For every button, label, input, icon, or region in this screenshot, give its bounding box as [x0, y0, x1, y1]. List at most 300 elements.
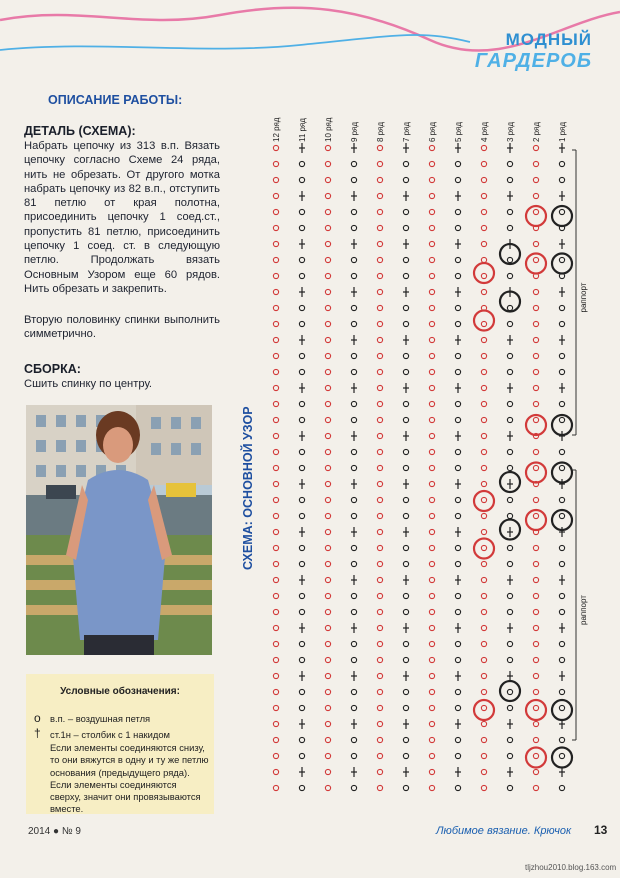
chain-stitch — [559, 497, 564, 502]
chain-stitch — [325, 385, 330, 390]
chain-stitch — [299, 257, 304, 262]
chain-stitch — [559, 449, 564, 454]
chain-stitch — [325, 609, 330, 614]
chain-stitch — [533, 737, 538, 742]
chain-stitch — [429, 561, 434, 566]
chart-title: СХЕМА: ОСНОВНОЙ УЗОР — [241, 406, 255, 570]
chain-stitch — [351, 257, 356, 262]
chain-stitch — [507, 561, 512, 566]
chain-stitch — [273, 305, 278, 310]
chain-stitch — [533, 161, 538, 166]
chain-stitch — [507, 689, 512, 694]
chain-stitch — [455, 177, 460, 182]
chain-stitch — [325, 689, 330, 694]
detail-title: ДЕТАЛЬ (СХЕМА): — [24, 124, 136, 138]
chain-stitch — [273, 417, 278, 422]
chain-stitch — [429, 225, 434, 230]
legend-note: Если элементы соединяются снизу, то они вяжутся в одну и ту же петлю основания (предыдущего ряда). Если элементы соединяются сверху, значит они провязываются вместе. — [50, 742, 209, 815]
chain-stitch — [533, 145, 538, 150]
chain-stitch — [299, 513, 304, 518]
magazine-title: Любимое вязание. Крючок — [436, 825, 572, 837]
chain-stitch — [403, 545, 408, 550]
chain-stitch — [273, 545, 278, 550]
chain-stitch — [325, 465, 330, 470]
chain-stitch — [429, 753, 434, 758]
chain-stitch — [403, 657, 408, 662]
chain-stitch — [377, 401, 382, 406]
chain-stitch — [403, 369, 408, 374]
chain-stitch — [273, 321, 278, 326]
chain-stitch — [533, 785, 538, 790]
chain-stitch — [429, 737, 434, 742]
chain-stitch — [455, 305, 460, 310]
chain-stitch — [377, 369, 382, 374]
chain-stitch — [325, 593, 330, 598]
chain-stitch — [377, 737, 382, 742]
chain-stitch — [455, 737, 460, 742]
chain-stitch — [559, 641, 564, 646]
chain-stitch — [533, 609, 538, 614]
chain-stitch — [559, 465, 564, 470]
chain-stitch — [559, 593, 564, 598]
chain-stitch — [273, 625, 278, 630]
dc-label: ст.1н – столбик с 1 накидом — [50, 729, 170, 740]
chain-stitch — [481, 513, 486, 518]
chain-stitch — [273, 353, 278, 358]
chain-stitch — [481, 705, 486, 710]
chain-stitch — [507, 465, 512, 470]
chain-stitch — [377, 481, 382, 486]
chain-stitch — [299, 369, 304, 374]
chain-stitch — [403, 465, 408, 470]
chain-stitch — [481, 465, 486, 470]
chain-stitch — [299, 305, 304, 310]
chain-stitch — [299, 705, 304, 710]
chain-stitch — [403, 449, 408, 454]
chain-stitch — [481, 337, 486, 342]
chain-stitch — [273, 193, 278, 198]
chain-stitch — [325, 561, 330, 566]
chain-stitch — [507, 705, 512, 710]
chain-stitch — [507, 641, 512, 646]
chain-stitch — [377, 161, 382, 166]
chain-stitch — [325, 401, 330, 406]
chain-stitch — [533, 769, 538, 774]
chain-stitch — [559, 321, 564, 326]
header-wave-blue — [0, 35, 470, 50]
shell-motif — [474, 311, 494, 331]
row-label: 9 ряд — [350, 121, 359, 142]
chain-stitch — [455, 161, 460, 166]
chain-stitch — [377, 641, 382, 646]
chain-stitch — [507, 449, 512, 454]
chain-stitch — [403, 609, 408, 614]
chain-stitch — [507, 497, 512, 502]
chain-stitch — [455, 257, 460, 262]
chain-stitch — [403, 401, 408, 406]
chain-stitch — [325, 673, 330, 678]
chain-stitch — [533, 625, 538, 630]
chain-stitch — [273, 465, 278, 470]
chain-stitch — [455, 321, 460, 326]
chain-stitch — [377, 625, 382, 630]
chain-stitch — [559, 513, 564, 518]
chain-stitch — [299, 657, 304, 662]
chain-stitch — [273, 481, 278, 486]
repeat-label: раппорт — [579, 282, 588, 313]
chain-stitch — [273, 273, 278, 278]
chain-symbol: o — [34, 711, 41, 725]
chain-stitch — [559, 353, 564, 358]
chain-stitch — [455, 513, 460, 518]
chain-stitch — [559, 369, 564, 374]
chain-stitch — [403, 513, 408, 518]
chain-stitch — [299, 225, 304, 230]
chain-stitch — [429, 689, 434, 694]
chain-stitch — [325, 289, 330, 294]
chain-stitch — [325, 177, 330, 182]
chain-stitch — [377, 577, 382, 582]
repeat-label: раппорт — [579, 595, 588, 625]
chain-stitch — [481, 241, 486, 246]
chain-stitch — [455, 609, 460, 614]
chain-stitch — [533, 497, 538, 502]
shell-motif — [526, 748, 546, 768]
chain-stitch — [377, 593, 382, 598]
chain-stitch — [429, 593, 434, 598]
chart-row — [454, 122, 463, 791]
chain-stitch — [429, 369, 434, 374]
model-photo — [26, 405, 212, 655]
chain-stitch — [429, 657, 434, 662]
chain-stitch — [429, 769, 434, 774]
watermark: tljzhou2010.blog.163.com — [525, 863, 617, 872]
row-label: 8 ряд — [376, 121, 385, 142]
chain-stitch — [481, 273, 486, 278]
chain-stitch — [481, 177, 486, 182]
chain-stitch — [429, 145, 434, 150]
chain-stitch — [455, 465, 460, 470]
chain-stitch — [481, 257, 486, 262]
chain-stitch — [377, 673, 382, 678]
shell-motif — [552, 254, 572, 274]
chain-stitch — [377, 465, 382, 470]
chain-stitch — [507, 657, 512, 662]
chain-stitch — [377, 785, 382, 790]
chain-stitch — [273, 529, 278, 534]
chain-stitch — [299, 449, 304, 454]
row-label: 11 ряд — [298, 118, 307, 142]
chain-stitch — [325, 625, 330, 630]
chain-stitch — [481, 321, 486, 326]
chain-stitch — [299, 545, 304, 550]
chain-stitch — [299, 689, 304, 694]
chain-stitch — [273, 257, 278, 262]
chain-stitch — [507, 737, 512, 742]
chain-stitch — [429, 705, 434, 710]
chain-stitch — [507, 417, 512, 422]
chain-stitch — [325, 145, 330, 150]
chain-stitch — [299, 209, 304, 214]
chart-row — [298, 118, 307, 791]
chain-stitch — [273, 769, 278, 774]
chain-stitch — [455, 225, 460, 230]
chain-stitch — [507, 753, 512, 758]
chain-stitch — [325, 225, 330, 230]
chain-stitch — [481, 497, 486, 502]
chain-stitch — [429, 305, 434, 310]
chain-stitch — [429, 241, 434, 246]
chain-stitch — [325, 273, 330, 278]
chain-stitch — [377, 257, 382, 262]
chain-stitch — [403, 417, 408, 422]
chain-stitch — [507, 161, 512, 166]
chain-stitch — [273, 241, 278, 246]
chain-stitch — [325, 353, 330, 358]
chain-stitch — [455, 657, 460, 662]
chain-stitch — [273, 689, 278, 694]
chain-stitch — [403, 209, 408, 214]
chain-stitch — [533, 337, 538, 342]
chain-stitch — [533, 417, 538, 422]
chain-stitch — [351, 705, 356, 710]
chain-stitch — [455, 545, 460, 550]
chain-stitch — [299, 497, 304, 502]
chain-stitch — [273, 577, 278, 582]
chain-stitch — [273, 593, 278, 598]
chain-stitch — [507, 401, 512, 406]
chain-stitch — [481, 289, 486, 294]
chain-stitch — [533, 305, 538, 310]
chain-stitch — [325, 337, 330, 342]
chain-stitch — [377, 305, 382, 310]
chain-stitch — [351, 209, 356, 214]
detail-text: Набрать цепочку из 313 в.п. Вязать цепочку согласно Схеме 24 ряда, нить не обрезать. От другого мотка набрать цепочку из 82 в.п., отступить 81 петлю от края полотна, присоединить цепочку 1 соед.ст., пропустить 81 петлю, присоединить цепочку 1 соед. ст. в следующую петлю. Продолжать вязать Основным Узором еще 60 рядов. Нить обрезать и закрепить. — [24, 140, 220, 295]
chain-stitch — [273, 161, 278, 166]
chain-stitch — [403, 257, 408, 262]
chain-stitch — [559, 161, 564, 166]
chain-stitch — [507, 513, 512, 518]
chart-row — [324, 117, 333, 790]
chain-stitch — [325, 257, 330, 262]
chain-stitch — [429, 641, 434, 646]
chain-stitch — [455, 753, 460, 758]
chain-stitch — [429, 257, 434, 262]
chain-stitch — [377, 721, 382, 726]
chain-stitch — [507, 321, 512, 326]
chain-stitch — [273, 289, 278, 294]
chain-stitch — [481, 369, 486, 374]
chart-row — [272, 117, 281, 790]
chain-stitch — [273, 449, 278, 454]
chain-stitch — [559, 305, 564, 310]
chain-stitch — [559, 257, 564, 262]
chain-stitch — [533, 545, 538, 550]
chain-stitch — [377, 657, 382, 662]
chain-stitch — [533, 465, 538, 470]
chain-stitch — [325, 193, 330, 198]
row-label: 6 ряд — [428, 121, 437, 142]
chain-stitch — [351, 545, 356, 550]
chain-stitch — [455, 353, 460, 358]
dc-symbol: † — [34, 726, 41, 740]
chain-stitch — [325, 449, 330, 454]
crochet-chart — [230, 100, 610, 812]
shell-motif — [526, 415, 546, 435]
chain-stitch — [377, 561, 382, 566]
chain-stitch — [377, 321, 382, 326]
chain-stitch — [481, 145, 486, 150]
chain-stitch — [533, 353, 538, 358]
chain-stitch — [299, 593, 304, 598]
chain-stitch — [507, 353, 512, 358]
chain-stitch — [481, 673, 486, 678]
repeat-marker — [572, 470, 588, 740]
chain-stitch — [481, 545, 486, 550]
chain-stitch — [533, 689, 538, 694]
chain-stitch — [299, 785, 304, 790]
chain-stitch — [377, 769, 382, 774]
chain-stitch — [377, 513, 382, 518]
detail-text-2: Вторую половинку спинки выполнить симметрично. — [24, 314, 220, 341]
chain-label: в.п. – воздушная петля — [50, 713, 151, 724]
chain-stitch — [507, 177, 512, 182]
chain-stitch — [351, 177, 356, 182]
chain-stitch — [559, 689, 564, 694]
chain-stitch — [559, 785, 564, 790]
chain-stitch — [377, 385, 382, 390]
chain-stitch — [351, 641, 356, 646]
chain-stitch — [455, 209, 460, 214]
chain-stitch — [377, 241, 382, 246]
chain-stitch — [403, 593, 408, 598]
chain-stitch — [429, 209, 434, 214]
chain-stitch — [559, 753, 564, 758]
shell-motif — [526, 254, 546, 274]
row-label: 2 ряд — [532, 121, 541, 142]
chain-stitch — [481, 593, 486, 598]
chain-stitch — [351, 753, 356, 758]
chain-stitch — [429, 433, 434, 438]
repeat-marker — [572, 150, 588, 435]
chain-stitch — [403, 785, 408, 790]
chain-stitch — [481, 353, 486, 358]
shell-motif — [474, 700, 494, 720]
row-label: 7 ряд — [402, 121, 411, 142]
chain-stitch — [429, 465, 434, 470]
chain-stitch — [377, 417, 382, 422]
chain-stitch — [325, 545, 330, 550]
chain-stitch — [325, 241, 330, 246]
chain-stitch — [351, 465, 356, 470]
chain-stitch — [325, 641, 330, 646]
row-label: 4 ряд — [480, 121, 489, 142]
chain-stitch — [299, 641, 304, 646]
chart-row — [402, 122, 411, 791]
chain-stitch — [273, 337, 278, 342]
chain-stitch — [533, 721, 538, 726]
chain-stitch — [377, 273, 382, 278]
chain-stitch — [481, 433, 486, 438]
legend-title: Условные обозначения: — [60, 686, 180, 697]
chain-stitch — [377, 177, 382, 182]
chart-row — [474, 122, 494, 791]
chain-stitch — [533, 289, 538, 294]
chain-stitch — [403, 705, 408, 710]
chain-stitch — [533, 177, 538, 182]
chain-stitch — [299, 561, 304, 566]
row-label: 1 ряд — [558, 121, 567, 142]
chain-stitch — [273, 433, 278, 438]
chain-stitch — [325, 433, 330, 438]
chain-stitch — [481, 225, 486, 230]
chain-stitch — [481, 625, 486, 630]
chain-stitch — [533, 321, 538, 326]
chain-stitch — [455, 593, 460, 598]
chain-stitch — [559, 177, 564, 182]
chain-stitch — [481, 737, 486, 742]
chain-stitch — [533, 753, 538, 758]
chain-stitch — [507, 209, 512, 214]
chain-stitch — [559, 705, 564, 710]
chain-stitch — [559, 209, 564, 214]
chain-stitch — [273, 609, 278, 614]
chain-stitch — [481, 689, 486, 694]
page-number: 13 — [594, 823, 608, 837]
chain-stitch — [481, 753, 486, 758]
chain-stitch — [481, 417, 486, 422]
chain-stitch — [429, 161, 434, 166]
chain-stitch — [507, 305, 512, 310]
chain-stitch — [429, 177, 434, 182]
chain-stitch — [351, 353, 356, 358]
chain-stitch — [559, 737, 564, 742]
chain-stitch — [351, 737, 356, 742]
chain-stitch — [299, 737, 304, 742]
chain-stitch — [481, 609, 486, 614]
chain-stitch — [273, 737, 278, 742]
shell-motif — [474, 539, 494, 559]
chain-stitch — [351, 369, 356, 374]
chain-stitch — [481, 193, 486, 198]
chain-stitch — [455, 705, 460, 710]
chain-stitch — [507, 593, 512, 598]
chain-stitch — [429, 321, 434, 326]
chain-stitch — [403, 321, 408, 326]
chain-stitch — [403, 753, 408, 758]
magazine-brand — [475, 30, 592, 73]
chain-stitch — [559, 657, 564, 662]
chain-stitch — [403, 353, 408, 358]
chain-stitch — [533, 641, 538, 646]
chain-stitch — [481, 577, 486, 582]
chain-stitch — [273, 657, 278, 662]
chain-stitch — [273, 369, 278, 374]
chart-row — [552, 122, 572, 791]
chain-stitch — [429, 513, 434, 518]
chain-stitch — [273, 209, 278, 214]
chain-stitch — [403, 273, 408, 278]
chain-stitch — [273, 225, 278, 230]
chain-stitch — [325, 657, 330, 662]
chain-stitch — [377, 145, 382, 150]
chain-stitch — [325, 209, 330, 214]
chain-stitch — [429, 449, 434, 454]
chain-stitch — [351, 657, 356, 662]
chain-stitch — [273, 721, 278, 726]
chain-stitch — [403, 305, 408, 310]
chain-stitch — [325, 529, 330, 534]
